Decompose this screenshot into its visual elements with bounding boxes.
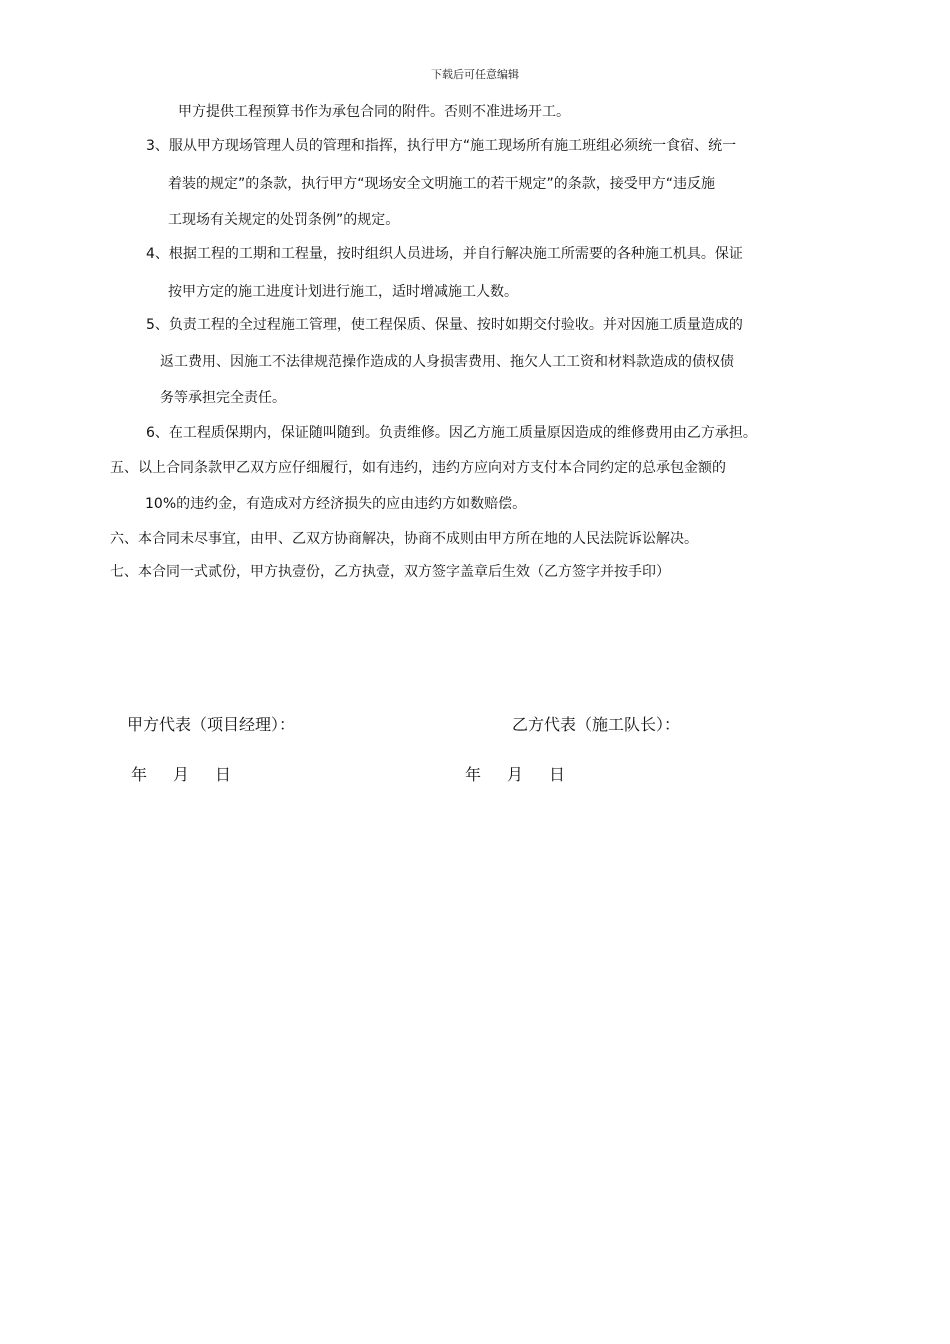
- clause-3-line-3: 工现场有关规定的处罚条例”的规定。: [168, 212, 400, 228]
- clause-5-line-2: 返工费用、因施工不法律规范操作造成的人身损害费用、拖欠人工工资和材料款造成的债权债: [160, 354, 734, 370]
- party-b-date-year: 年: [465, 765, 482, 784]
- party-b-date: [465, 765, 565, 785]
- page-header-note: 下载后可任意编辑: [431, 68, 519, 81]
- section-5-line-1: 五、以上合同条款甲乙双方应仔细履行，如有违约，违约方应向对方支付本合同约定的总承包金额的: [110, 460, 726, 476]
- section-5-line-2: 10%的违约金，有造成对方经济损失的应由违约方如数赔偿。: [145, 496, 527, 512]
- party-b-date-day: 日: [549, 765, 566, 784]
- clause-4-line-1: 4、根据工程的工期和工程量，按时组织人员进场，并自行解决施工所需要的各种施工机具。保证: [146, 246, 743, 262]
- clause-5-line-3: 务等承担完全责任。: [160, 390, 286, 406]
- clause-4-line-2: 按甲方定的施工进度计划进行施工，适时增减施工人数。: [168, 284, 518, 300]
- party-b-representative-label: 乙方代表（施工队长）：: [512, 715, 681, 734]
- section-7-line: 七、本合同一式贰份，甲方执壹份，乙方执壹，双方签字盖章后生效（乙方签字并按手印）: [110, 564, 670, 580]
- party-b-date-month: 月: [507, 765, 524, 784]
- section-6-line: 六、本合同未尽事宜，由甲、乙双方协商解决，协商不成则由甲方所在地的人民法院诉讼解决。: [110, 531, 698, 547]
- clause-3-line-1: 3、服从甲方现场管理人员的管理和指挥，执行甲方“施工现场所有施工班组必须统一食宿、统一: [146, 138, 737, 154]
- clause-5-line-1: 5、负责工程的全过程施工管理，使工程保质、保量、按时如期交付验收。并对因施工质量造成的: [146, 317, 743, 333]
- clause-6-line-1: 6、在工程质保期内，保证随叫随到。负责维修。因乙方施工质量原因造成的维修费用由乙方承担。: [146, 425, 757, 441]
- clause-3-line-2: 着装的规定”的条款，执行甲方“现场安全文明施工的若干规定”的条款，接受甲方“违反施: [168, 176, 716, 192]
- party-a-date: [131, 765, 231, 785]
- party-a-date-month: 月: [173, 765, 190, 784]
- party-a-date-year: 年: [131, 765, 148, 784]
- party-a-representative-label: 甲方代表（项目经理）：: [127, 715, 296, 734]
- party-a-date-day: 日: [215, 765, 232, 784]
- clause-line-1: 甲方提供工程预算书作为承包合同的附件。否则不准进场开工。: [178, 104, 570, 120]
